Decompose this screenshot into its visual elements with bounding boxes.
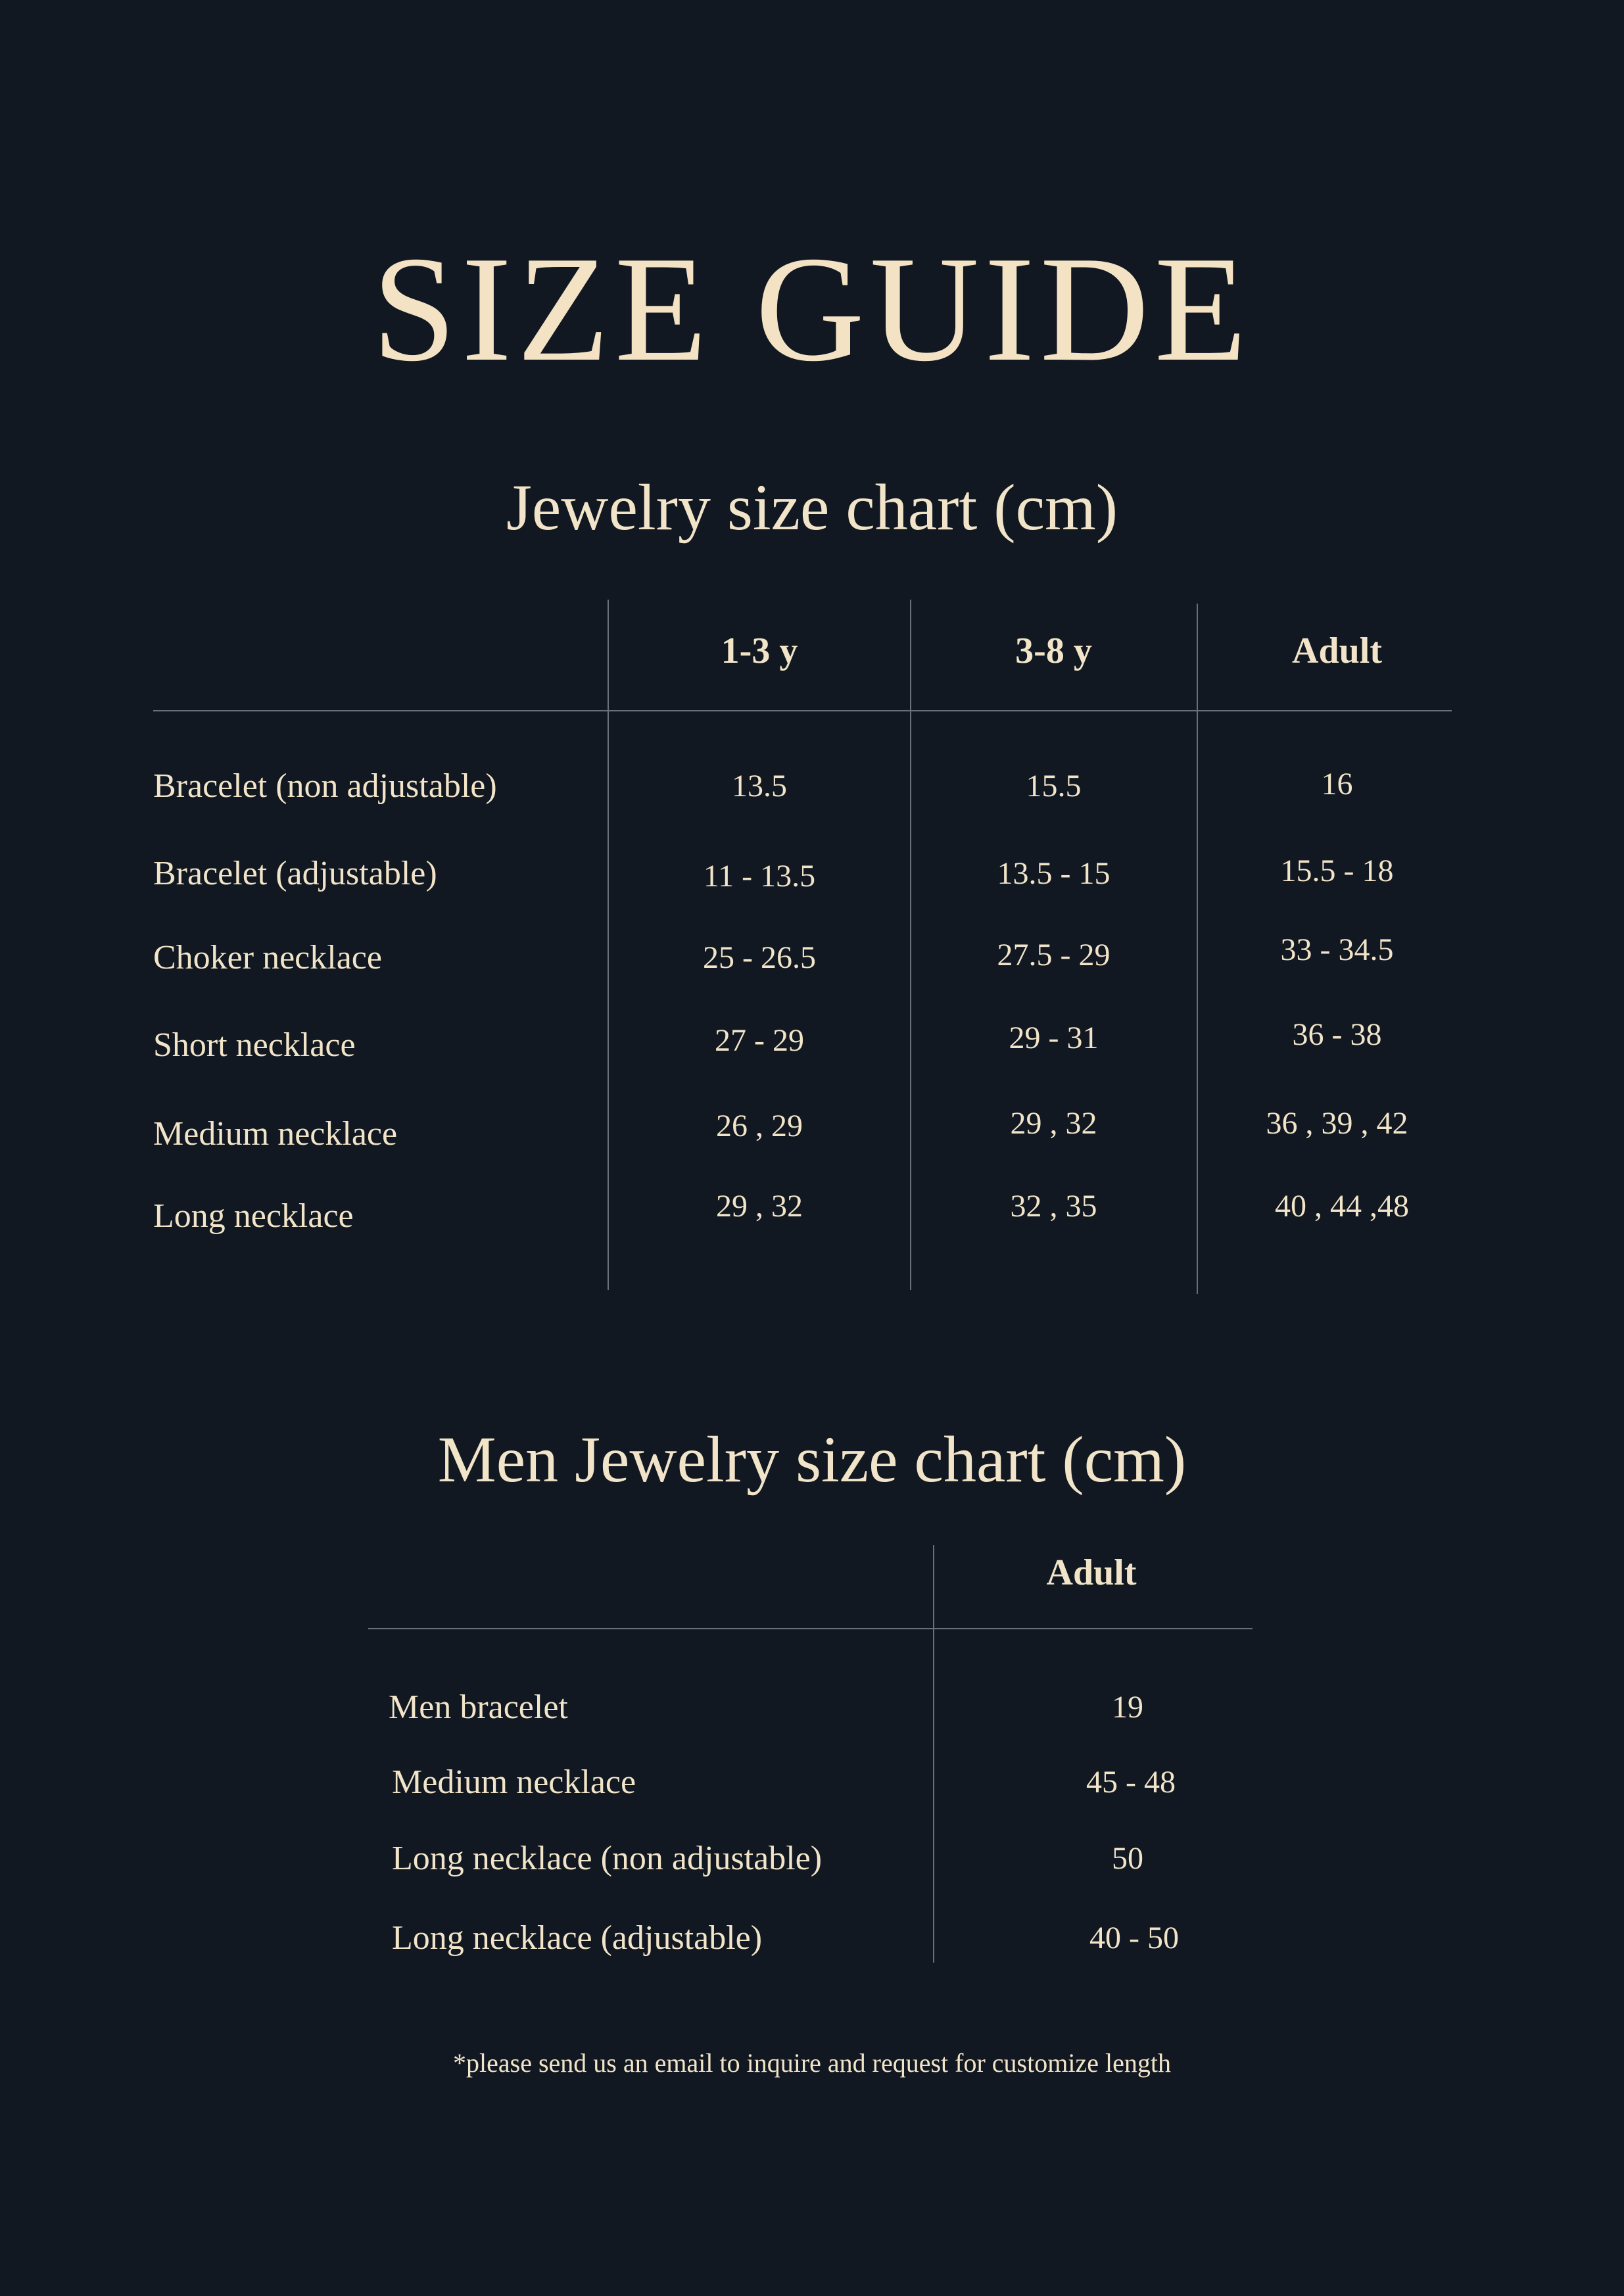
column-header-3-8y: 3-8 y bbox=[1015, 631, 1092, 671]
men-chart-title: Men Jewelry size chart (cm) bbox=[437, 1423, 1187, 1496]
column-divider bbox=[933, 1545, 934, 1963]
table-cell: 40 , 44 ,48 bbox=[1275, 1189, 1409, 1224]
header-rule bbox=[153, 710, 1452, 711]
jewelry-chart-title: Jewelry size chart (cm) bbox=[506, 471, 1118, 544]
table-cell: 27 - 29 bbox=[715, 1023, 804, 1058]
row-label: Long necklace bbox=[153, 1197, 354, 1235]
table-cell: 33 - 34.5 bbox=[1280, 932, 1394, 967]
table-cell: 15.5 bbox=[1026, 769, 1082, 803]
table-cell: 29 , 32 bbox=[1010, 1106, 1097, 1141]
customize-length-note: *please send us an email to inquire and request for customize length bbox=[453, 2048, 1171, 2078]
table-cell: 50 bbox=[1112, 1841, 1143, 1876]
row-label: Medium necklace bbox=[392, 1763, 636, 1801]
row-label: Medium necklace bbox=[153, 1115, 398, 1153]
page-title: SIZE GUIDE bbox=[371, 225, 1253, 393]
table-cell: 36 , 39 , 42 bbox=[1266, 1106, 1408, 1141]
table-cell: 13.5 bbox=[732, 769, 787, 803]
row-label: Bracelet (non adjustable) bbox=[153, 767, 497, 805]
row-label: Long necklace (non adjustable) bbox=[392, 1840, 823, 1877]
row-label: Choker necklace bbox=[153, 939, 382, 976]
row-label: Short necklace bbox=[153, 1026, 356, 1064]
column-header-adult: Adult bbox=[1292, 631, 1382, 671]
table-cell: 26 , 29 bbox=[716, 1109, 803, 1143]
row-label: Bracelet (adjustable) bbox=[153, 855, 437, 892]
header-rule bbox=[368, 1628, 1253, 1629]
row-label: Long necklace (adjustable) bbox=[392, 1919, 763, 1957]
table-cell: 16 bbox=[1321, 767, 1353, 801]
table-cell: 11 - 13.5 bbox=[703, 859, 816, 894]
column-header-1-3y: 1-3 y bbox=[721, 631, 798, 671]
table-cell: 40 - 50 bbox=[1089, 1921, 1179, 1955]
table-cell: 32 , 35 bbox=[1010, 1189, 1097, 1224]
table-cell: 19 bbox=[1112, 1690, 1143, 1725]
table-cell: 25 - 26.5 bbox=[703, 940, 816, 975]
table-cell: 36 - 38 bbox=[1292, 1017, 1382, 1052]
table-cell: 45 - 48 bbox=[1086, 1765, 1176, 1800]
table-cell: 15.5 - 18 bbox=[1280, 853, 1394, 888]
table-cell: 27.5 - 29 bbox=[997, 938, 1111, 972]
column-header-adult: Adult bbox=[1046, 1552, 1137, 1593]
table-cell: 29 , 32 bbox=[716, 1189, 803, 1224]
table-cell: 29 - 31 bbox=[1009, 1020, 1099, 1055]
row-label: Men bracelet bbox=[389, 1688, 568, 1726]
table-cell: 13.5 - 15 bbox=[997, 856, 1111, 891]
